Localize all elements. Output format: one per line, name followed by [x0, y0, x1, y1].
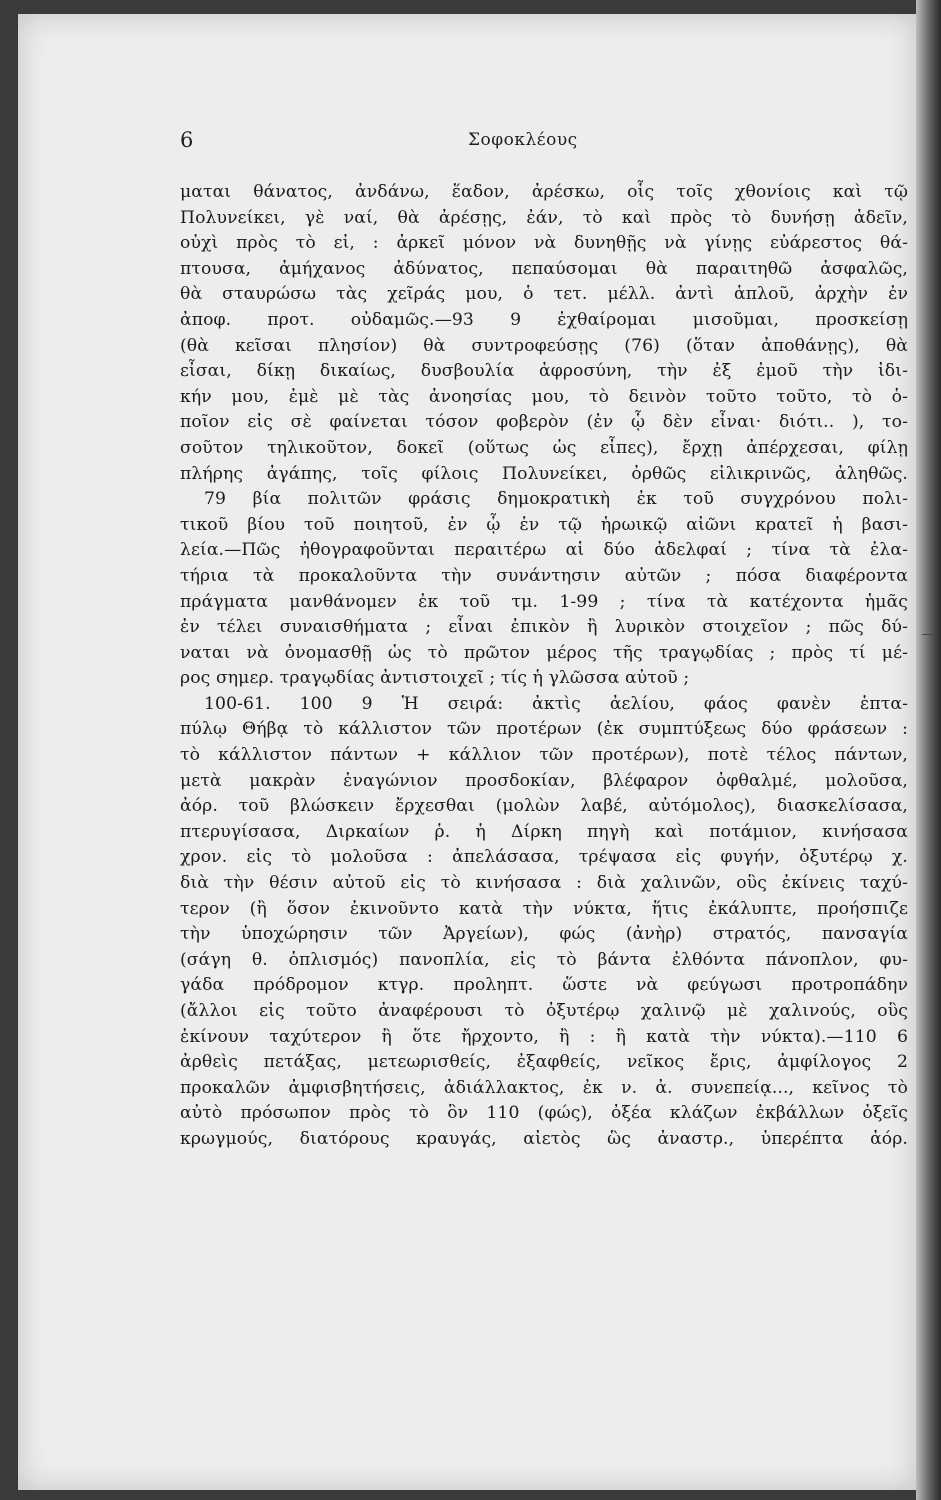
text-line: ἐν τέλει συναισθήματα ; εἶναι ἐπικὸν ἢ λυρικὸν στοιχεῖον ; πῶς δύ-: [180, 617, 908, 638]
text-line: λεία.—Πῶς ἠθογραφοῦνται περαιτέρω αἱ δύο ἀδελφαί ; τίνα τὰ ἐλα-: [180, 540, 908, 561]
text-line: πύλῳ Θήβᾳ τὸ κάλλιστον τῶν προτέρων (ἐκ συμπτύξεως δύο φράσεων :: [180, 719, 908, 740]
text-line: τήρια τὰ προκαλοῦντα τὴν συνάντησιν αὐτῶν ; πόσα διαφέροντα: [180, 565, 908, 586]
text-line: ἀποφ. προτ. οὐδαμῶς.—93 9 ἐχθαίρομαι μισοῦμαι, προσκείσῃ: [180, 309, 908, 330]
text-line: μετὰ μακρὰν ἐναγώνιον προσδοκίαν, βλέφαρον ὀφθαλμέ, μολοῦσα,: [180, 770, 908, 791]
text-line: κρωγμούς, διατόρους κραυγάς, αἰετὸς ὣς ἀναστρ., ὑπερέπτα ἀόρ.: [180, 1128, 908, 1149]
text-line: τὸ κάλλιστον πάντων + κάλλιον τῶν προτέρων), ποτὲ τέλος πάντων,: [180, 745, 908, 766]
running-head: Σοφοκλέους: [468, 130, 578, 150]
text-line: πλήρης ἀγάπης, τοῖς φίλοις Πολυνείκει, ὀρθῶς εἰλικρινῶς, ἀληθῶς.: [180, 463, 908, 484]
text-line: εἶσαι, δίκῃ δικαίως, δυσβουλία ἀφροσύνη, τὴν ἐξ ἐμοῦ τὴν ἰδι-: [180, 361, 908, 382]
text-line: διὰ τὴν θέσιν αὐτοῦ εἰς τὸ κινήσασα : διὰ χαλινῶν, οὓς ἐκίνεις ταχύ-: [180, 873, 908, 894]
text-line: 100-61. 100 9 Ἡ σειρά: ἀκτὶς ἀελίου, φάος φανὲν ἑπτα-: [204, 693, 908, 714]
text-line: οὐχὶ πρὸς τὸ εἰ, : ἀρκεῖ μόνον νὰ δυνηθῇς νὰ γίνῃς εὐάρεστος θά-: [180, 233, 908, 254]
text-line: (θὰ κεῖσαι πλησίον) θὰ συντροφεύσῃς (76) (ὅταν ἀποθάνῃς), θὰ: [180, 335, 908, 356]
text-line: τερον (ἢ ὅσον ἐκινοῦντο κατὰ τὴν νύκτα, ἥτις ἐκάλυπτε, προήσπιζε: [180, 898, 908, 919]
page-header: [0, 128, 941, 158]
text-line: αὐτὸ πρόσωπον πρὸς τὸ ὃν 110 (φώς), ὀξέα κλάζων ἐκβάλλων ὀξεῖς: [180, 1103, 908, 1124]
text-line: ποῖον εἰς σὲ φαίνεται τόσον φοβερὸν (ἐν ᾧ δὲν εἶναι· διότι.. ), το-: [180, 412, 908, 433]
text-line: ἐκίνουν ταχύτερον ἢ ὅτε ἤρχοντο, ἢ : ἢ κατὰ τὴν νύκτα).—110 6: [180, 1026, 908, 1047]
text-line: Πολυνείκει, γὲ ναί, θὰ ἀρέσῃς, ἐάν, τὸ καὶ πρὸς τὸ δυνήσῃ ἀδεῖν,: [180, 207, 908, 228]
text-line: τικοῦ βίου τοῦ ποιητοῦ, ἐν ᾧ ἐν τῷ ἡρωικῷ αἰῶνι κρατεῖ ἡ βασι-: [180, 514, 908, 535]
margin-mark: [922, 634, 934, 635]
text-line: σοῦτον τηλικοῦτον, δοκεῖ (οὕτως ὡς εἶπες), ἔρχῃ ἀπέρχεσαι, φίλῃ: [180, 437, 908, 458]
text-line: 79 βία πολιτῶν φράσις δημοκρατικὴ ἐκ τοῦ συγχρόνου πολι-: [204, 489, 908, 510]
text-line: τὴν ὑποχώρησιν τῶν Ἀργείων), φώς (ἀνὴρ) στρατός, πανσαγία: [180, 924, 908, 945]
text-line: θὰ σταυρώσω τὰς χεῖράς μου, ὁ τετ. μέλλ. ἀντὶ ἁπλοῦ, ἀρχὴν ἐν: [180, 284, 908, 305]
body-text: [180, 180, 908, 1153]
text-line: γάδα πρόδρομον κτγρ. προληπτ. ὥστε νὰ φεύγωσι προτροπάδην: [180, 975, 908, 996]
text-line: ρος σημερ. τραγῳδίας ἀντιστοιχεῖ ; τίς ἡ γλῶσσα αὐτοῦ ;: [180, 668, 690, 689]
text-line: χρον. εἰς τὸ μολοῦσα : ἀπελάσασα, τρέψασα εἰς φυγήν, ὀξυτέρῳ χ.: [180, 847, 908, 868]
text-line: ναται νὰ ὀνομασθῇ ὡς τὸ πρῶτον μέρος τῆς τραγῳδίας ; πρὸς τί μέ-: [180, 642, 908, 663]
text-line: ἀρθεὶς πετάξας, μετεωρισθείς, ἐξαφθείς, νεῖκος ἔρις, ἀμφίλογος 2: [180, 1052, 908, 1073]
text-line: πράγματα μανθάνομεν ἐκ τοῦ τμ. 1-99 ; τίνα τὰ κατέχοντα ἡμᾶς: [180, 591, 908, 612]
text-line: πτουσα, ἀμήχανος ἀδύνατος, πεπαύσομαι θὰ παραιτηθῶ ἀσφαλῶς,: [180, 258, 908, 279]
text-line: μαται θάνατος, ἀνδάνω, ἕαδον, ἀρέσκω, οἷς τοῖς χθονίοις καὶ τῷ: [180, 182, 908, 202]
page-number: 6: [180, 128, 194, 152]
text-line: προκαλῶν ἀμφισβητήσεις, ἀδιάλλακτος, ἐκ ν. ἀ. συνεπείᾳ..., κεῖνος τὸ: [180, 1077, 908, 1098]
text-line: (σάγη θ. ὁπλισμός) πανοπλία, εἰς τὸ βάντα ἐλθόντα πάνοπλον, φυ-: [180, 949, 908, 970]
page-edge-shadow: [916, 0, 941, 1500]
text-line: κήν μου, ἐμὲ μὲ τὰς ἀνοησίας μου, τὸ δεινὸν τοῦτο τοῦτο, τὸ ὁ-: [180, 386, 908, 407]
text-line: (ἄλλοι εἰς τοῦτο ἀναφέρουσι τὸ ὀξυτέρῳ χαλινῷ μὲ χαλινούς, οὓς: [180, 1001, 908, 1021]
text-line: πτερυγίσασα, Διρκαίων ῥ. ἡ Δίρκη πηγὴ καὶ ποτάμιον, κινήσασα: [180, 821, 908, 842]
text-line: ἀόρ. τοῦ βλώσκειν ἔρχεσθαι (μολὼν λαβέ, αὐτόμολος), διασκελίσασα,: [180, 796, 908, 817]
